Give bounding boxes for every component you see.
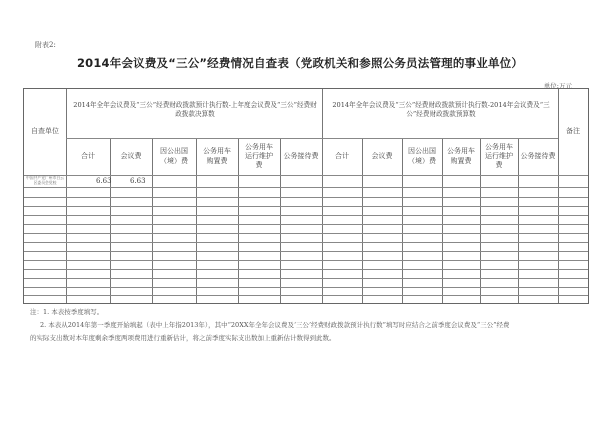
self-check-table	[23, 88, 589, 304]
page-title: 2014年会议费及“三公”经费情况自查表（党政机关和参照公务员法管理的事业单位）	[76, 56, 524, 70]
row-divider	[24, 224, 588, 225]
note-2-cont: 的实际支出数对本年度剩余季度两项费用进行重新估计，将之前季度实际支出数加上重新估计数得到此数。	[30, 334, 336, 342]
note-1: 注：1. 本表按季度填写。	[30, 308, 104, 316]
row-divider	[24, 295, 588, 296]
row-divider	[24, 269, 588, 270]
col-header-overseas: 因公出国（境）费	[160, 147, 188, 165]
col-header-reception: 公务接待费	[283, 151, 319, 160]
row-divider	[24, 251, 588, 252]
table-row-unit: 中国共产党广州市白云区委员会党校	[26, 175, 64, 185]
row-divider	[24, 287, 588, 288]
col-header-meeting: 会议费	[120, 151, 142, 160]
header-remarks: 备注	[566, 127, 580, 136]
row-divider	[24, 242, 588, 243]
note-2: 2. 本表从2014年第一季度开始填起（表中上年指2013年），其中“20XX年全年会议费及‘三公’经费财政拨款预计执行数”填写时应结合之前季度会议费及“三公”经费	[40, 321, 510, 329]
row-divider	[24, 175, 588, 176]
row-divider	[24, 187, 588, 188]
col-divider	[322, 89, 323, 303]
col-header-car-purchase-2: 公务用车购置费	[447, 147, 475, 165]
col-header-car-operation: 公务用车运行维护费	[245, 142, 273, 170]
row-divider	[24, 215, 588, 216]
col-divider	[66, 89, 67, 303]
col-header-total-2: 合计	[335, 151, 349, 160]
annex-label: 附表2:	[35, 41, 56, 49]
footnotes	[30, 306, 510, 345]
col-header-overseas-2: 因公出国（境）费	[408, 147, 436, 165]
unit-label: 单位:万元	[543, 82, 572, 90]
row-divider	[24, 260, 588, 261]
row-divider	[24, 233, 588, 234]
col-header-car-operation-2: 公务用车运行维护费	[485, 142, 513, 170]
row-meeting-value: 6.63	[130, 177, 146, 185]
row-total-value: 6.63	[96, 177, 112, 185]
col-header-car-purchase: 公务用车购置费	[203, 147, 231, 165]
header-unit: 自查单位	[31, 127, 59, 136]
row-divider	[24, 278, 588, 279]
header-group2: 2014年全年会议费及“三公”经费财政拨款预计执行数-2014年会议费及“三公”经费财政拨款预算数	[332, 101, 550, 118]
col-header-total: 合计	[81, 151, 95, 160]
col-header-meeting-2: 会议费	[371, 151, 393, 160]
header-group1: 2014年全年会议费及“三公”经费财政拨款预计执行数-上年度会议费及“三公”经费财政拨款决算数	[73, 101, 317, 118]
col-header-reception-2: 公务接待费	[520, 151, 556, 160]
row-divider	[24, 206, 588, 207]
row-divider	[24, 197, 588, 198]
